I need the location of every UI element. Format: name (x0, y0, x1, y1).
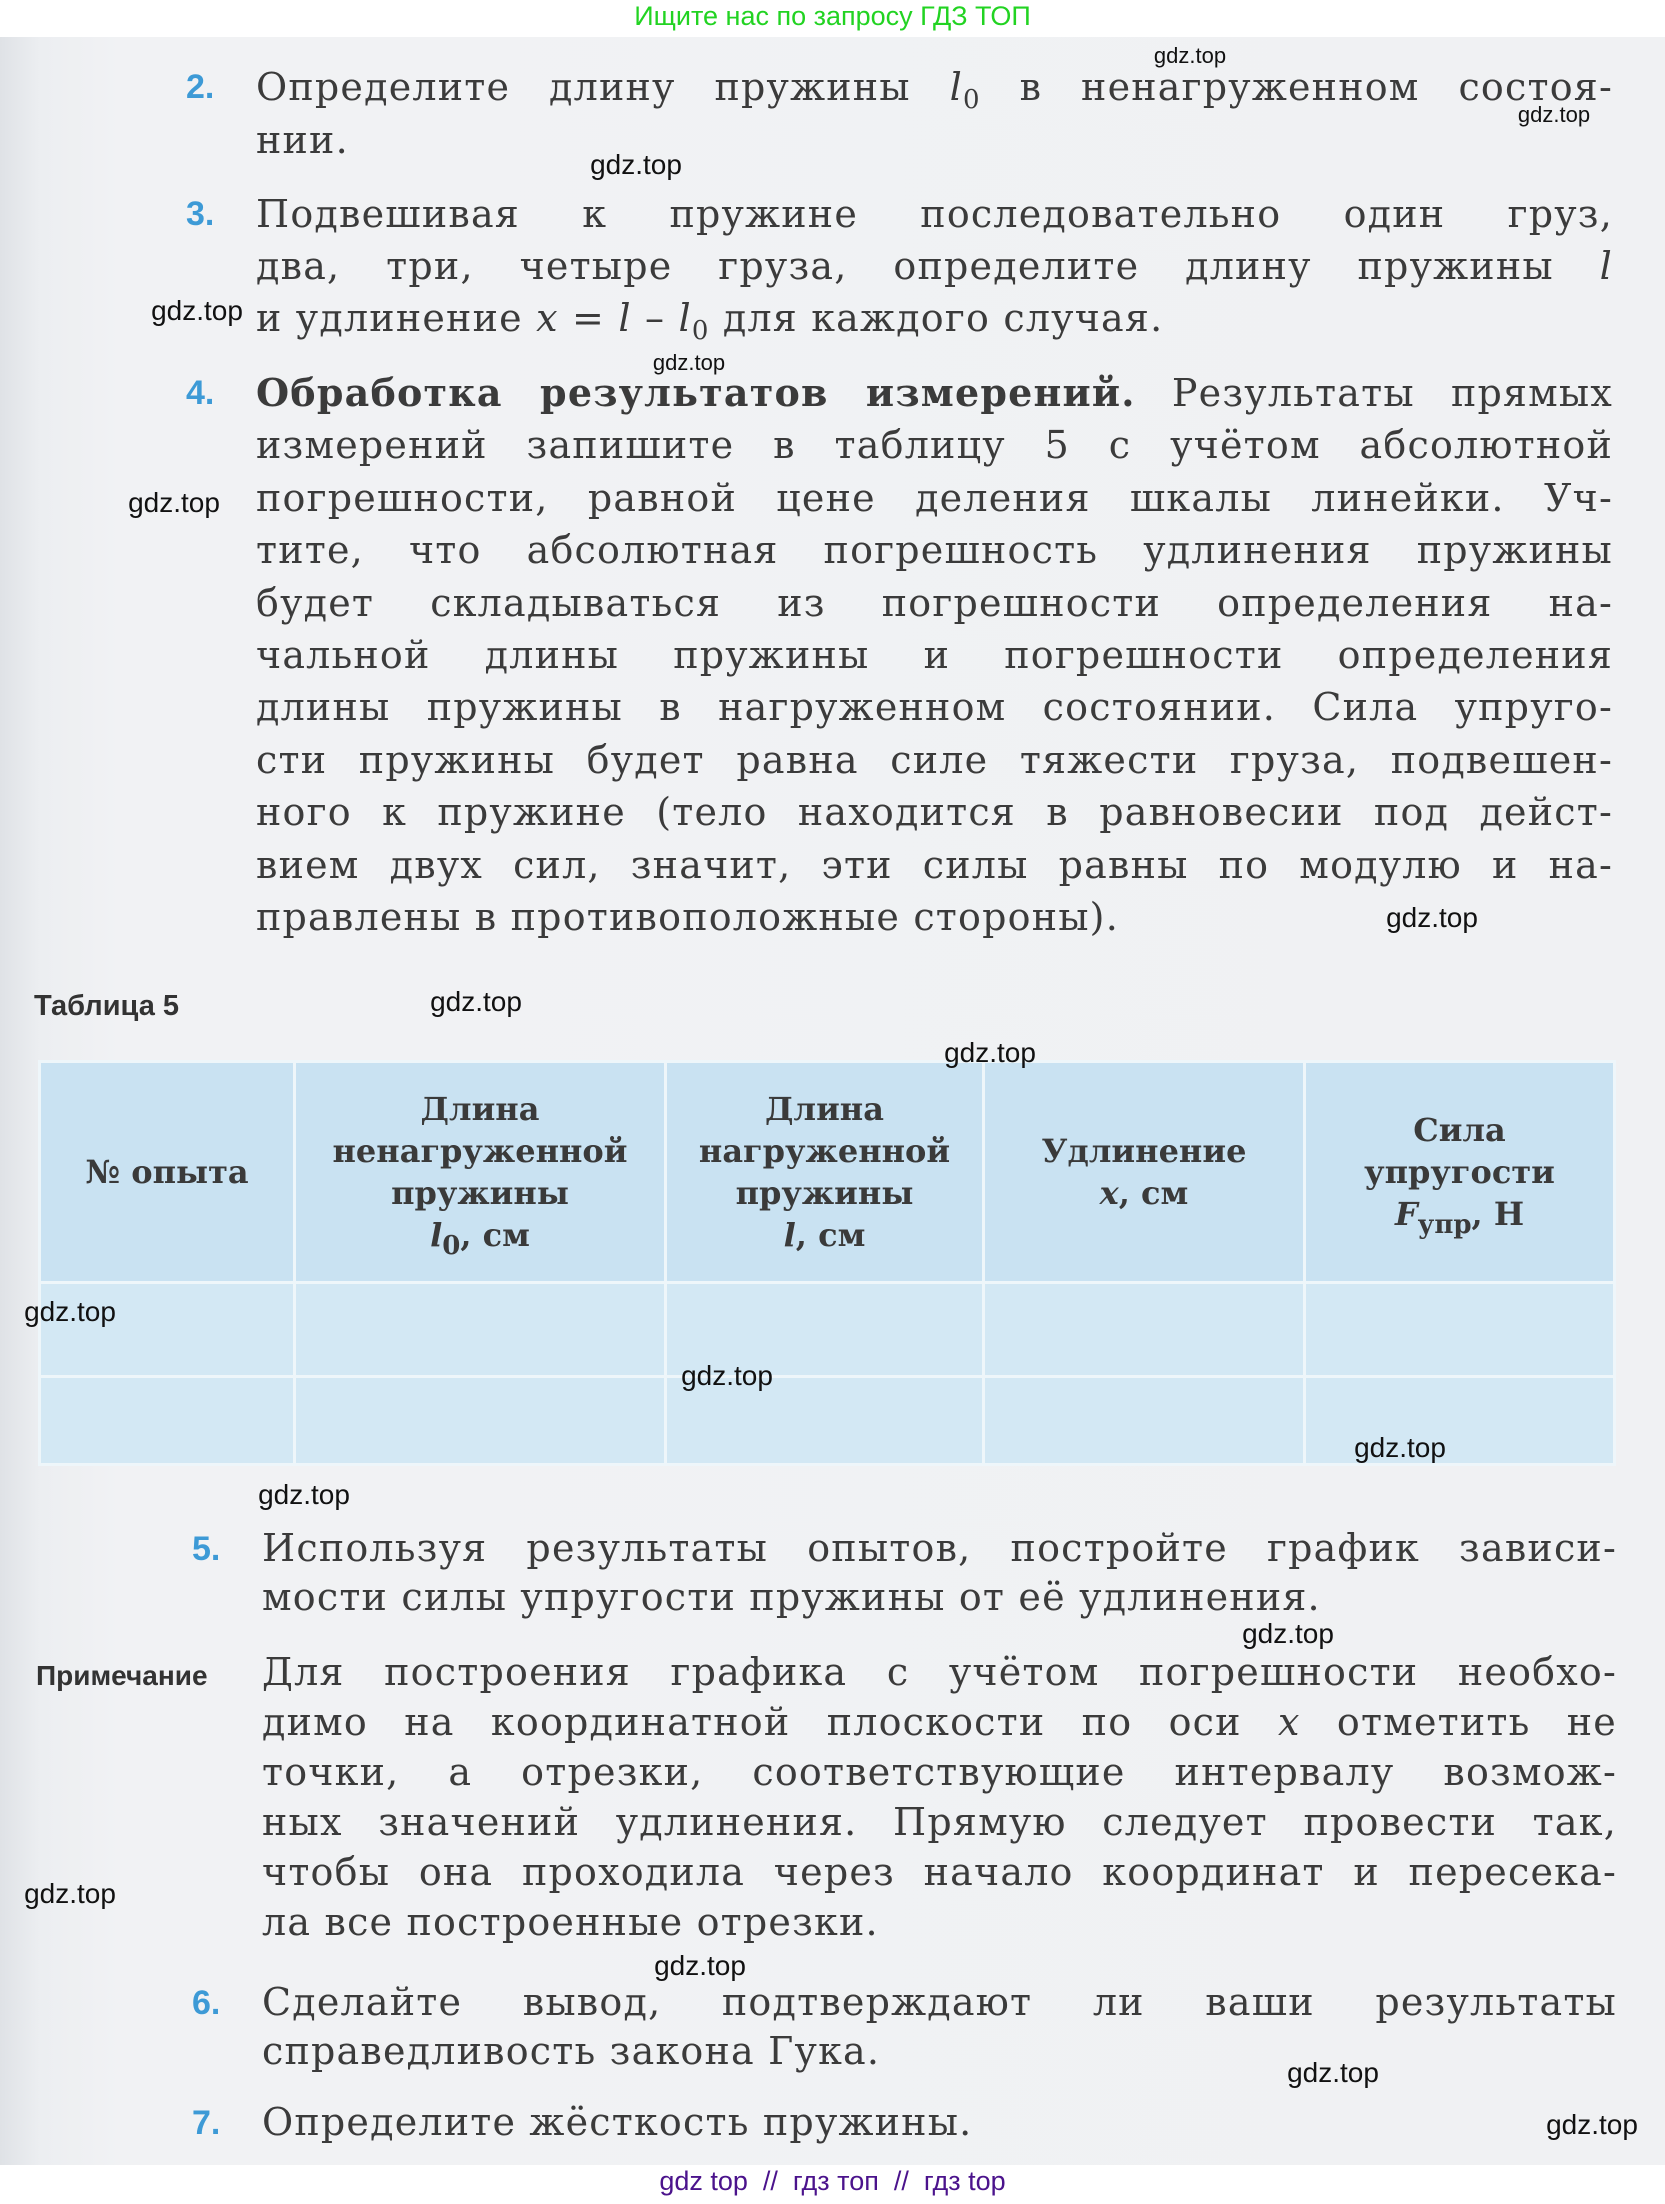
item-4-line: будет складываться из погрешности определения на- (256, 581, 1613, 625)
item-4-line: Обработка результатов измерений. Результаты прямых (256, 370, 1614, 415)
watermark: gdz.top (151, 295, 243, 326)
watermark: gdz.top (258, 1479, 350, 1510)
watermark: gdz.top (681, 1360, 773, 1391)
note-line: точки, а отрезки, соответствующие интервалу возмож- (262, 1750, 1617, 1794)
watermark: gdz.top (430, 986, 522, 1017)
footer-banner (0, 2165, 1665, 2204)
note-line: димо на координатной плоскости по оси x отметить не (262, 1700, 1617, 1744)
note-line: Для построения графика с учётом погрешности необхо- (262, 1650, 1617, 1694)
item-4-line: длины пружины в нагруженном состоянии. Сила упруго- (256, 685, 1613, 729)
promo-banner (0, 0, 1665, 37)
table-cell (984, 1283, 1305, 1377)
watermark: gdz.top (1242, 1618, 1334, 1649)
item-2-line: нии. (256, 118, 349, 162)
watermark: gdz.top (1354, 1432, 1446, 1463)
watermark: gdz.top (590, 149, 682, 180)
item-4-line: тите, что абсолютная погрешность удлинения пружины (256, 528, 1613, 572)
table-cell (1305, 1283, 1615, 1377)
table-cell (984, 1377, 1305, 1465)
watermark: gdz.top (944, 1037, 1036, 1068)
watermark: gdz.top (1517, 102, 1591, 127)
item-6-line: Сделайте вывод, подтверждают ли ваши результаты (262, 1980, 1617, 2024)
item-4-heading: Обработка результатов измерений. (256, 370, 1136, 415)
item-4-line: ного к пружине (тело находится в равновесии под дейст- (256, 790, 1613, 834)
watermark: gdz.top (652, 350, 726, 375)
item-4-line: правлены в противоположные стороны). (256, 895, 1119, 939)
col-header-experiment-number: № опыта (40, 1062, 295, 1283)
watermark: gdz.top (24, 1878, 116, 1909)
item-number-4: 4. (186, 374, 215, 412)
item-4-line: измерений запишите в таблицу 5 с учётом абсолютной (256, 423, 1613, 467)
item-4-line: погрешности, равной цене деления шкалы линейки. Уч- (256, 476, 1613, 520)
item-number-5: 5. (192, 1530, 221, 1568)
note-label: Примечание (36, 1660, 208, 1691)
col-header-loaded-length: Длина нагруженной пружины l, см (666, 1062, 984, 1283)
note-line: ла все построенные отрезки. (262, 1900, 879, 1944)
item-7-line: Определите жёсткость пружины. (262, 2100, 973, 2144)
col-header-elongation: Удлинение x, см (984, 1062, 1305, 1283)
table-cell (1305, 1377, 1615, 1465)
item-4-line: вием двух сил, значит, эти силы равны по модулю и на- (256, 843, 1613, 887)
footer-text: gdz top // гдз топ // гдз top (659, 2166, 1006, 2196)
col-header-unloaded-length: Длина ненагруженной пружины $l_0$, см (295, 1062, 666, 1283)
item-number-7: 7. (192, 2104, 221, 2142)
table-caption: Таблица 5 (34, 990, 180, 1022)
watermark: gdz.top (1386, 902, 1478, 933)
item-4-line: сти пружины будет равна силе тяжести груза, подвешен- (256, 738, 1613, 782)
note-line: чтобы она проходила через начало координат и пересека- (262, 1850, 1617, 1894)
col-header-elastic-force: Сила упругости $F_{упр}$, Н (1305, 1062, 1615, 1283)
item-number-2: 2. (186, 68, 215, 106)
promo-text: Ищите нас по запросу ГДЗ ТОП (634, 1, 1031, 31)
watermark: gdz.top (128, 487, 220, 518)
table-row (40, 1283, 1615, 1377)
note-line: ных значений удлинения. Прямую следует провести так, (262, 1800, 1617, 1844)
table-header-row (40, 1062, 1615, 1283)
item-3-line: два, три, четыре груза, определите длину пружины l (256, 244, 1613, 288)
item-6-line: справедливость закона Гука. (262, 2029, 881, 2073)
item-4-line: чальной длины пружины и погрешности определения (256, 633, 1613, 677)
item-5-line: Используя результаты опытов, постройте график зависи- (262, 1526, 1617, 1570)
item-number-3: 3. (186, 195, 215, 233)
watermark: gdz.top (654, 1950, 746, 1981)
item-3-line: и удлинение $x = l - l_0$ для каждого случая. (256, 296, 1164, 346)
results-table (38, 1060, 1616, 1466)
watermark: gdz.top (1287, 2057, 1379, 2088)
watermark: gdz.top (24, 1296, 116, 1327)
table-cell (295, 1377, 666, 1465)
item-3-line: Подвешивая к пружине последовательно один груз, (256, 192, 1613, 236)
item-number-6: 6. (192, 1984, 221, 2022)
table-cell (40, 1377, 295, 1465)
table-cell (295, 1283, 666, 1377)
item-2-line: Определите длину пружины $l_0$ в ненагруженном состоя- (256, 65, 1613, 115)
watermark: gdz.top (1153, 43, 1227, 68)
item-5-line: мости силы упругости пружины от её удлинения. (262, 1575, 1321, 1619)
watermark: gdz.top (1546, 2109, 1638, 2140)
